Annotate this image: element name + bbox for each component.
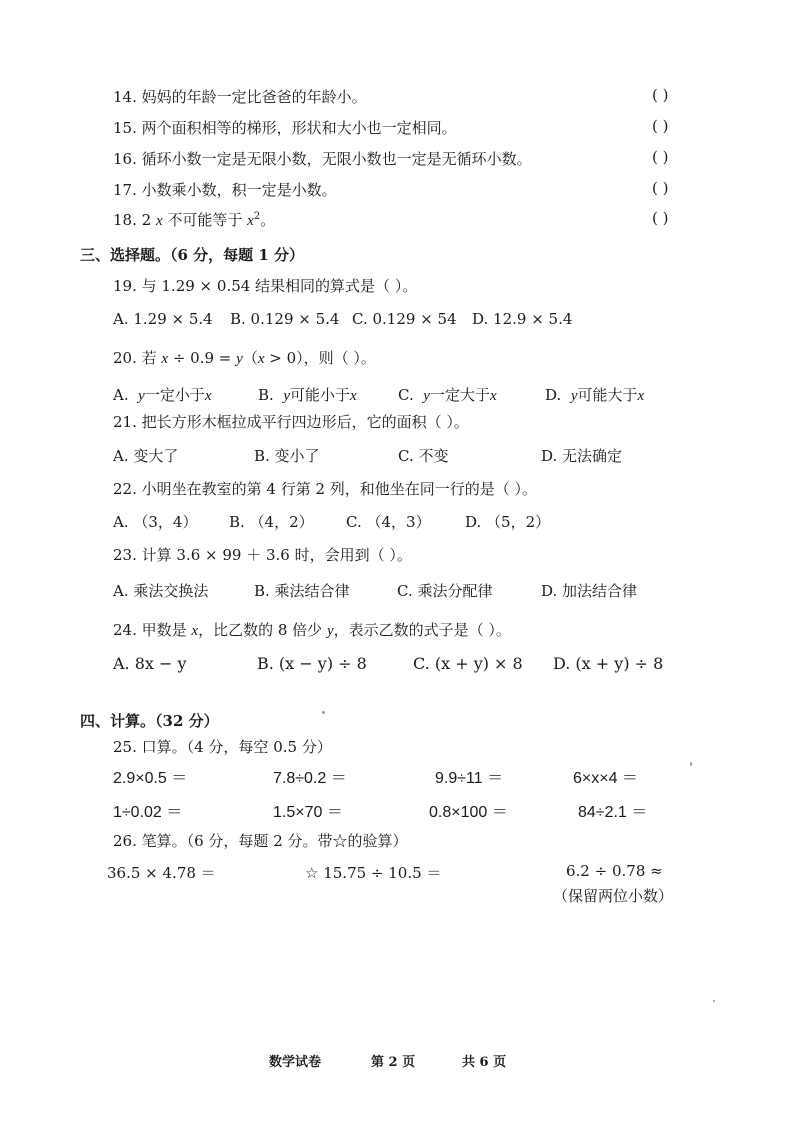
text-fragment: （ [242,349,258,367]
math-variable: x [204,388,212,404]
math-variable: x [489,388,497,404]
question-24 [113,619,511,640]
option-a: A. 1.29 × 5.4 [113,310,213,328]
scan-speck [713,1000,715,1002]
option-c: C. (x + y) × 8 [413,654,523,673]
mental-calc-item: 2.9×0.5 ＝ [113,770,188,787]
option-letter: A. [113,386,129,404]
question-number: 18. [113,211,137,229]
math-variable: y [423,388,430,404]
option-letter: D. [545,386,562,404]
written-calc-item: 36.5 × 4.78 ＝ [107,864,216,882]
mental-calc-item: 1÷0.02 ＝ [113,804,183,821]
text-fragment: 24. 甲数是 [113,621,192,639]
section-title-calculation: 四、计算。（32 分） [80,712,219,730]
text-fragment: ，表示乙数的式子是（ ）。 [333,621,511,639]
exponent: 2 [253,211,261,222]
mental-calc-item: 0.8×100 ＝ [429,804,508,821]
option-a: A. 乘法交换法 [113,582,209,600]
option-b [258,384,357,405]
mental-calc-item: 1.5×70 ＝ [273,804,343,821]
option-a: A. （3，4） [113,513,198,531]
question-text: 小数乘小数，积一定是小数。 [141,181,337,199]
math-variable: x [191,623,199,639]
option-d: D. （5，2） [465,513,551,531]
math-variable: x [637,388,645,404]
question-21: 21. 把长方形木框拉成平行四边形后，它的面积（ ）。 [113,413,469,431]
question-17 [113,179,337,200]
scan-speck [690,762,692,766]
option-letter: B. [258,386,274,404]
answer-paren-16: ( ) [652,148,669,166]
option-a: A. 8x − y [113,654,187,673]
option-d: D. 加法结合律 [541,582,638,600]
math-variable: y [138,388,145,404]
text-fragment: 不可能等于 [162,211,248,229]
answer-paren-17: ( ) [652,179,669,197]
question-22: 22. 小明坐在教室的第 4 行第 2 列，和他坐在同一行的是（ ）。 [113,480,538,498]
text-fragment: 2 [141,211,156,229]
option-d: D. (x + y) ÷ 8 [553,654,664,673]
math-variable: x [155,213,163,229]
option-b: B. 变小了 [254,447,320,465]
question-number: 17. [113,181,137,199]
question-20 [113,347,376,368]
mental-calc-item: 6×x×4 ＝ [573,770,638,787]
section-title-choice: 三、选择题。（6 分，每题 1 分） [80,246,305,264]
option-d: D. 12.9 × 5.4 [472,310,573,328]
option-b: B. 乘法结合律 [254,582,350,600]
option-text: 可能小于 [290,386,351,404]
answer-paren-18: ( ) [652,209,669,227]
written-calc-item: ☆ 15.75 ÷ 10.5 ＝ [305,864,442,882]
text-fragment: ，比乙数的 8 倍少 [198,621,327,639]
option-text: 可能大于 [577,386,638,404]
answer-paren-14: ( ) [652,86,669,104]
option-text: 一定大于 [429,386,490,404]
option-a: A. 变大了 [113,447,179,465]
written-calc-item: 6.2 ÷ 0.78 ≈ [566,862,663,880]
math-variable: x [161,351,169,367]
mental-calc-item: 84÷2.1 ＝ [578,804,648,821]
option-d [545,384,644,405]
option-c: C. 0.129 × 54 [352,310,457,328]
question-text: 妈妈的年龄一定比爸爸的年龄小。 [141,88,367,106]
option-c: C. 乘法分配律 [397,582,493,600]
question-25: 25. 口算。（4 分，每空 0.5 分） [113,738,332,756]
scan-speck [322,711,325,714]
math-variable: y [326,623,334,639]
question-23: 23. 计算 3.6 × 99 ＋ 3.6 时，会用到（ ）。 [113,546,412,564]
footer-page-number: 第 2 页 [371,1055,416,1070]
option-a [113,384,212,405]
question-18 [113,209,275,230]
text-fragment: > 0），则（ ）。 [264,349,376,367]
question-number: 14. [113,88,137,106]
option-b: B. 0.129 × 5.4 [230,310,340,328]
option-d: D. 无法确定 [541,447,623,465]
text-fragment: 20. 若 [113,349,162,367]
text-fragment: 。 [260,211,276,229]
question-14 [113,86,367,107]
math-variable: y [570,388,578,404]
rounding-note: （保留两位小数） [553,887,674,905]
question-26: 26. 笔算。（6 分，每题 2 分。带☆的验算） [113,832,408,850]
math-variable: y [236,351,243,367]
option-c [398,384,497,405]
question-text: 两个面积相等的梯形，形状和大小也一定相同。 [141,119,457,137]
question-text: 循环小数一定是无限小数，无限小数也一定是无循环小数。 [141,150,532,168]
question-15 [113,117,457,138]
footer-total-pages: 共 6 页 [462,1055,507,1070]
math-variable: x [257,351,265,367]
option-letter: C. [398,386,414,404]
question-16 [113,148,532,169]
math-variable: x [247,213,254,229]
option-c: C. 不变 [398,447,449,465]
question-number: 15. [113,119,137,137]
question-number: 16. [113,150,137,168]
option-text: 一定小于 [144,386,205,404]
option-b: B. (x − y) ÷ 8 [257,654,367,673]
mental-calc-item: 7.8÷0.2 ＝ [273,770,347,787]
option-b: B. （4，2） [229,513,314,531]
answer-paren-15: ( ) [652,117,669,135]
footer-subject: 数学试卷 [269,1055,322,1070]
text-fragment: ÷ 0.9 = [168,349,237,367]
math-variable: y [283,388,291,404]
option-c: C. （4，3） [346,513,431,531]
mental-calc-item: 9.9÷11 ＝ [435,770,504,787]
question-19: 19. 与 1.29 × 0.54 结果相同的算式是（ ）。 [113,277,418,295]
math-variable: x [350,388,357,404]
